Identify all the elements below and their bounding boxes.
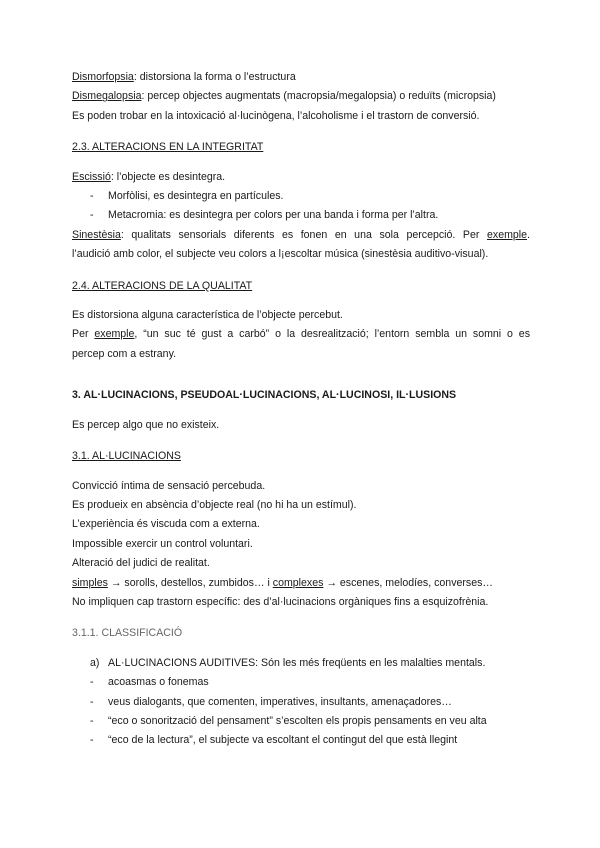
dismorfopsia-text: : distorsiona la forma o l’estructura [133,71,296,83]
section-3-1-1-heading: 3.1.1. CLASSIFICACIÓ [72,627,183,640]
simples-complexes-line [72,574,530,593]
list-marker: - [90,734,94,747]
qualitat-line-2 [72,325,530,344]
simples-term: simples [72,576,108,589]
list-marker: a) [90,656,100,669]
list-item-text: acoasmas o fonemas [108,676,209,689]
dismegalopsia-term: Dismegalopsia [72,90,142,103]
dismorfopsia-term: Dismorfopsia [72,71,134,83]
list-marker: - [90,190,94,203]
list-marker: - [90,714,94,727]
allucinacio-line: Convicció íntima de sensació percebuda. [72,479,266,492]
section-2-4-heading: 2.4. ALTERACIONS DE LA QUALITAT [72,279,253,292]
list-item [72,187,530,206]
list-item-text: veus dialogants, que comenten, imperatives, insultants, amenaçadores… [108,695,452,708]
dismegalopsia-text: : percep objectes augmentats (macropsia/megalopsia) o reduïts (micropsia) [141,90,496,103]
allucinacio-line: Es produeix en absència d’objecte real (no hi ha un estímul). [72,498,357,511]
list-marker: - [90,209,94,222]
section-3-1-heading: 3.1. AL·LUCINACIONS [72,450,181,463]
list-item [72,712,530,731]
escissio-text: : l’objecte es desintegra. [110,170,226,183]
qualitat-line-3: percep com a estrany. [72,347,177,360]
allucinacio-line: Alteració del judici de realitat. [72,557,210,570]
dismegalopsia-line [72,87,530,106]
escissio-line [72,168,530,187]
list-marker: - [90,676,94,689]
sinestesia-period: . [527,228,530,241]
list-item [72,731,530,750]
dismorfopsia-line [72,68,530,87]
trastorn-line: No impliquen cap trastorn específic: des d’al·lucinacions orgàniques fins a esquizofrènia. [72,595,489,608]
simples-text: → sorolls, destellos, zumbidos… i [107,576,273,589]
complexes-text: → escenes, melodíes, converses… [323,576,493,589]
list-item-text: Morfòlisi, es desintegra en partícules. [108,190,284,203]
qualitat-line-2-rest: , “un suc té gust a carbó” o la desrealització; l’entorn sembla un somni o es [134,328,530,341]
list-item-text: Metacromia: es desintegra per colors per una banda i forma per l’altra. [108,209,439,222]
qualitat-per: Per [72,328,95,341]
section-3-heading: 3. AL·LUCINACIONS, PSEUDOAL·LUCINACIONS, AL·LUCINOSI, IL·LUSIONS [72,389,457,402]
section-3-line: Es percep algo que no existeix. [72,418,220,431]
list-item-text: AL·LUCINACIONS AUDITIVES: Són les més freqüents en les malalties mentals. [108,656,486,669]
list-item-a [72,654,530,673]
sinestesia-exemple: exemple [487,228,528,241]
list-item [72,206,530,225]
list-item [72,693,530,712]
qualitat-line-1: Es distorsiona alguna característica de l’objecte percebut. [72,309,343,322]
sinestesia-line [72,226,530,245]
allucinacio-line: L’experiència és viscuda com a externa. [72,518,260,531]
escissio-term: Escissió [72,170,111,183]
complexes-term: complexes [272,576,324,589]
sinestesia-term: Sinestèsia [72,228,121,241]
sinestesia-text: : qualitats sensorials diferents es fonen en una sola percepció. Per [120,228,487,241]
document-page [72,68,530,751]
list-marker: - [90,695,94,708]
list-item-text: “eco o sonorització del pensament” s’escolten els propis pensaments en veu alta [108,714,487,727]
sinestesia-line-2: l’audició amb color, el subjecte veu colors a l¡escoltar música (sinestèsia auditivo-visual). [72,248,489,261]
section-2-3-heading: 2.3. ALTERACIONS EN LA INTEGRITAT [72,141,264,154]
list-item-text: “eco de la lectura”, el subjecte va escoltant el contingut del que està llegint [108,734,458,747]
allucinacio-line: Impossible exercir un control voluntari. [72,537,253,550]
qualitat-exemple: exemple [94,328,135,341]
list-item [72,673,530,692]
intoxicacio-line: Es poden trobar en la intoxicació al·lucinògena, l’alcoholisme i el trastorn de conversió. [72,109,480,122]
